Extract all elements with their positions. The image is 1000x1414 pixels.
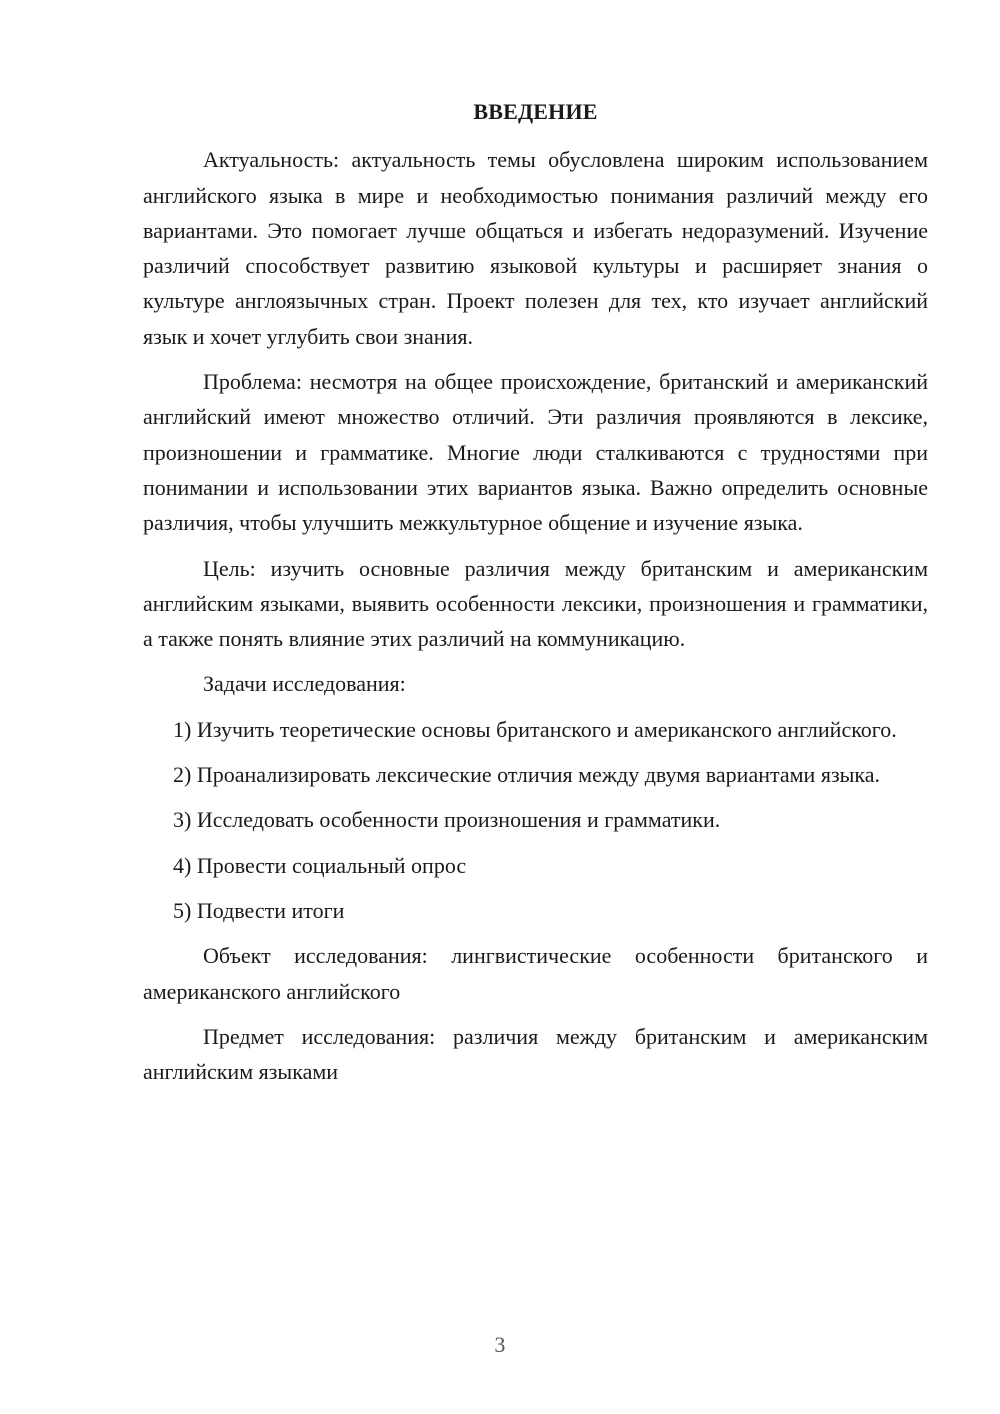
paragraph-object: Объект исследования: лингвистические особенности британского и американского английского xyxy=(143,943,928,1004)
tasks-heading: Задачи исследования: xyxy=(203,671,406,697)
task-item-5: 5) Подвести итоги xyxy=(173,897,345,923)
task-item-4: 4) Провести социальный опрос xyxy=(173,852,467,878)
task-item-3: 3) Исследовать особенности произношения и грамматики. xyxy=(173,807,721,833)
task-item-1: 1) Изучить теоретические основы британского и американского английского. xyxy=(173,716,897,742)
paragraph-relevance: Актуальность: актуальность темы обусловлена широким использованием английского языка в мире и необходимостью понимания различий между его вариантами. Это помогает лучше общаться и избегать недоразумений. Изучение различий способствует развитию языковой культуры и расширяет знания о культуре англоязычных стран. Проект полезен для тех, кто изучает английский язык и хочет углубить свои знания. xyxy=(143,147,928,349)
page-number: 3 xyxy=(494,1332,506,1357)
section-title: ВВЕДЕНИЕ xyxy=(473,99,598,124)
paragraph-subject: Предмет исследования: различия между британским и американским английским языками xyxy=(143,1023,928,1085)
paragraph-problem: Проблема: несмотря на общее происхождение, британский и американский английский имеют множество отличий. Эти различия проявляются в лексике, произношении и грамматике. Многие люди сталкиваются с трудностями при понимании и использовании этих вариантов языка. Важно определить основные различия, чтобы улучшить межкультурное общение и изучение языка. xyxy=(143,369,928,536)
page-content xyxy=(143,94,928,1089)
task-item-2: 2) Проанализировать лексические отличия между двумя вариантами языка. xyxy=(173,762,881,788)
paragraph-goal: Цель: изучить основные различия между британским и американским английским языками, выявить особенности лексики, произношения и грамматики, а также понять влияние этих различий на коммуникацию. xyxy=(143,555,928,652)
